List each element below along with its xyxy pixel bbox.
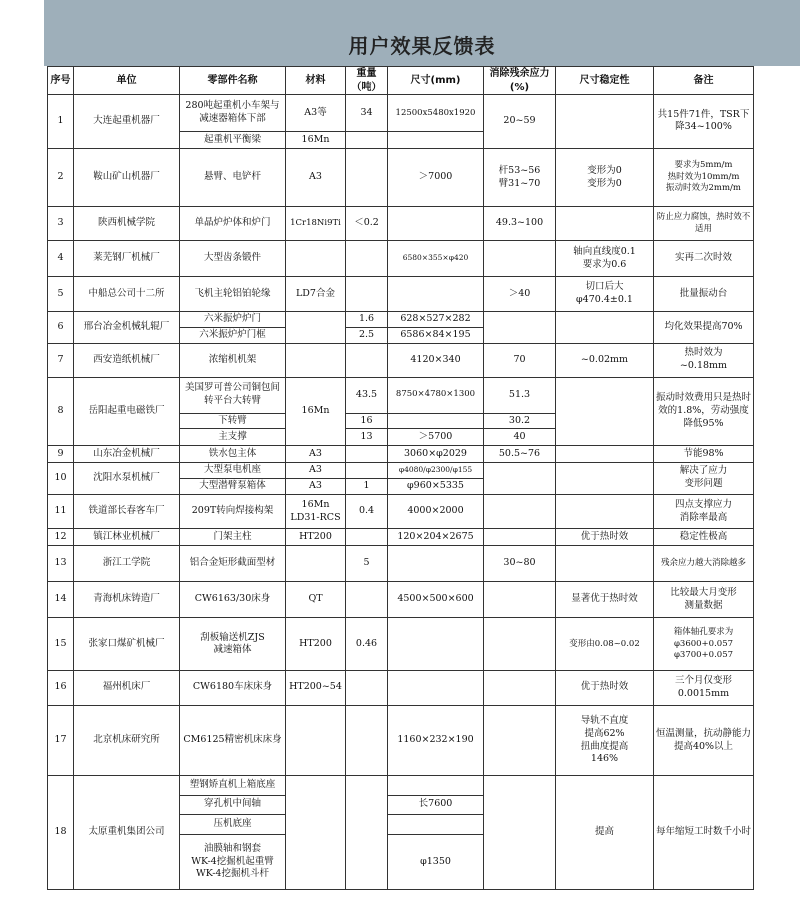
cell-material: A3 (286, 478, 346, 494)
table-row (48, 277, 754, 311)
cell-unit: 陕西机械学院 (74, 207, 180, 240)
cell-stability (556, 494, 654, 528)
cell-part: CM6125精密机床床身 (180, 705, 286, 776)
cell-note: 实再二次时效 (654, 240, 754, 276)
cell-relief: 51.3 (484, 377, 556, 413)
table-row (48, 462, 754, 478)
cell-stability: 变形由0.08~0.02 (556, 618, 654, 671)
cell-note: 节能98% (654, 446, 754, 462)
cell-unit: 邢台冶金机械轧辊厂 (74, 311, 180, 343)
cell-note: 比较最大月变形 测量数据 (654, 582, 754, 618)
cell-size: 120×204×2675 (388, 529, 484, 545)
cell-relief: 49.3~100 (484, 207, 556, 240)
cell-part: 280吨起重机小车架与减速器箱体下部 (180, 95, 286, 132)
cell-part: 压机底座 (180, 814, 286, 834)
cell-no: 3 (48, 207, 74, 240)
table-row (48, 311, 754, 327)
cell-weight: 2.5 (346, 327, 388, 343)
cell-note: 四点支撑应力 消除率最高 (654, 494, 754, 528)
cell-weight (346, 671, 388, 705)
cell-note: 防止应力腐蚀，热时效不适用 (654, 207, 754, 240)
cell-unit: 青海机床铸造厂 (74, 582, 180, 618)
cell-weight: 5 (346, 545, 388, 581)
feedback-table (47, 66, 754, 890)
cell-part: 大型潜臂泵箱体 (180, 478, 286, 494)
cell-note: 要求为5mm/m 热时效为10mm/m 振动时效为2mm/m (654, 148, 754, 207)
cell-weight (346, 240, 388, 276)
cell-note: 共15件71件，TSR下降34~100% (654, 95, 754, 149)
cell-note: 均化效果提高70% (654, 311, 754, 343)
cell-weight: ＜0.2 (346, 207, 388, 240)
cell-stability: 变形为0 变形为0 (556, 148, 654, 207)
cell-no: 13 (48, 545, 74, 581)
cell-relief (484, 705, 556, 776)
cell-relief: 40 (484, 429, 556, 446)
cell-relief: 20~59 (484, 95, 556, 149)
header-size: 尺寸(mm) (388, 67, 484, 95)
cell-size: 12500x5480x1920 (388, 95, 484, 132)
cell-no: 8 (48, 377, 74, 446)
cell-note: 批量振动台 (654, 277, 754, 311)
cell-note: 三个月仅变形 0.0015mm (654, 671, 754, 705)
cell-size: φ1350 (388, 835, 484, 890)
cell-weight (346, 529, 388, 545)
cell-note: 热时效为 ~0.18mm (654, 344, 754, 377)
table-row (48, 95, 754, 132)
header-part: 零部件名称 (180, 67, 286, 95)
cell-part: 单晶炉炉体和炉门 (180, 207, 286, 240)
cell-weight: 13 (346, 429, 388, 446)
page-title: 用户效果反馈表 (348, 34, 496, 58)
cell-no: 16 (48, 671, 74, 705)
table-row (48, 446, 754, 462)
cell-size: 长7600 (388, 795, 484, 814)
cell-size: ＞5700 (388, 429, 484, 446)
cell-part: 六米振炉炉门框 (180, 327, 286, 343)
cell-part: 209T转向焊接构架 (180, 494, 286, 528)
cell-part: 铁水包主体 (180, 446, 286, 462)
cell-part: 塑钢矫直机上箱底座 (180, 776, 286, 795)
table-header-row (48, 67, 754, 95)
cell-stability: 优于热时效 (556, 529, 654, 545)
cell-size (388, 814, 484, 834)
cell-size: 8750×4780×1300 (388, 377, 484, 413)
cell-size (388, 545, 484, 581)
cell-note: 残余应力越大消除越多 (654, 545, 754, 581)
cell-size (388, 776, 484, 795)
cell-part: 起重机平衡梁 (180, 132, 286, 148)
table-row (48, 529, 754, 545)
table-row (48, 705, 754, 776)
cell-size: 6580×355×φ420 (388, 240, 484, 276)
cell-part: 飞机主轮铝铂轮缘 (180, 277, 286, 311)
cell-weight (346, 462, 388, 478)
header-stability: 尺寸稳定性 (556, 67, 654, 95)
cell-note: 每年缩短工时数千小时 (654, 776, 754, 890)
cell-stability: 优于热时效 (556, 671, 654, 705)
cell-relief (484, 618, 556, 671)
cell-relief: 70 (484, 344, 556, 377)
title-banner (44, 0, 800, 66)
cell-no: 18 (48, 776, 74, 890)
header-no: 序号 (48, 67, 74, 95)
cell-material (286, 344, 346, 377)
cell-material: A3 (286, 148, 346, 207)
cell-material (286, 311, 346, 343)
cell-stability: 切口后大 φ470.4±0.1 (556, 277, 654, 311)
cell-material: 16Mn (286, 132, 346, 148)
cell-weight: 1 (346, 478, 388, 494)
cell-part: 穿孔机中间轴 (180, 795, 286, 814)
cell-stability: ~0.02mm (556, 344, 654, 377)
cell-unit: 莱芜钢厂机械厂 (74, 240, 180, 276)
cell-size: ＞7000 (388, 148, 484, 207)
cell-weight: 34 (346, 95, 388, 132)
cell-no: 5 (48, 277, 74, 311)
cell-weight: 0.4 (346, 494, 388, 528)
cell-material: HT200 (286, 618, 346, 671)
table-row (48, 207, 754, 240)
cell-material: 1Cr18Ni9Ti (286, 207, 346, 240)
cell-note: 恒温测量，抗动静能力提高40%以上 (654, 705, 754, 776)
cell-material (286, 545, 346, 581)
cell-weight: 43.5 (346, 377, 388, 413)
cell-weight: 1.6 (346, 311, 388, 327)
cell-part: CW6163/30床身 (180, 582, 286, 618)
cell-no: 17 (48, 705, 74, 776)
table-row (48, 776, 754, 795)
cell-relief: 30.2 (484, 413, 556, 428)
cell-unit: 山东冶金机械厂 (74, 446, 180, 462)
cell-material (286, 776, 346, 890)
table-row (48, 344, 754, 377)
cell-weight (346, 344, 388, 377)
cell-part: 油膜轴和钢套 WK-4挖掘机起重臂 WK-4挖掘机斗杆 (180, 835, 286, 890)
cell-note: 稳定性极高 (654, 529, 754, 545)
cell-no: 1 (48, 95, 74, 149)
cell-unit: 张家口煤矿机械厂 (74, 618, 180, 671)
cell-size (388, 671, 484, 705)
cell-stability (556, 311, 654, 343)
cell-stability (556, 545, 654, 581)
cell-relief: 50.5~76 (484, 446, 556, 462)
header-relief: 消除残余应力(%) (484, 67, 556, 95)
cell-stability (556, 377, 654, 446)
table-row (48, 148, 754, 207)
cell-stability (556, 446, 654, 462)
cell-no: 9 (48, 446, 74, 462)
cell-no: 6 (48, 311, 74, 343)
cell-note: 振动时效费用只是热时效的1.8%，劳动强度降低95% (654, 377, 754, 446)
cell-no: 2 (48, 148, 74, 207)
cell-weight (346, 277, 388, 311)
cell-material (286, 705, 346, 776)
cell-unit: 太原重机集团公司 (74, 776, 180, 890)
cell-material: A3 (286, 446, 346, 462)
cell-size: φ4080/φ2300/φ155 (388, 462, 484, 478)
cell-unit: 西安造纸机械厂 (74, 344, 180, 377)
cell-weight (346, 446, 388, 462)
cell-size: 3060×φ2029 (388, 446, 484, 462)
cell-unit: 浙江工学院 (74, 545, 180, 581)
cell-weight (346, 132, 388, 148)
header-weight: 重量（吨） (346, 67, 388, 95)
cell-note: 解决了应力 变形问题 (654, 462, 754, 494)
cell-part: 下转臂 (180, 413, 286, 428)
cell-no: 10 (48, 462, 74, 494)
cell-part: 六米振炉炉门 (180, 311, 286, 327)
cell-part: 铝合金矩形截面型材 (180, 545, 286, 581)
cell-relief: 30~80 (484, 545, 556, 581)
cell-weight (346, 582, 388, 618)
cell-unit: 沈阳水泵机械厂 (74, 462, 180, 494)
cell-part: 刮板输送机ZJS 减速箱体 (180, 618, 286, 671)
table-row (48, 240, 754, 276)
cell-relief (484, 494, 556, 528)
table-row (48, 545, 754, 581)
cell-relief (484, 529, 556, 545)
cell-size: 628×527×282 (388, 311, 484, 327)
cell-size (388, 277, 484, 311)
cell-size: φ960×5335 (388, 478, 484, 494)
cell-material: A3等 (286, 95, 346, 132)
cell-material: HT200~54 (286, 671, 346, 705)
cell-relief (484, 240, 556, 276)
cell-material: HT200 (286, 529, 346, 545)
table-row (48, 494, 754, 528)
header-material: 材料 (286, 67, 346, 95)
cell-weight (346, 776, 388, 890)
cell-size: 4120×340 (388, 344, 484, 377)
cell-unit: 大连起重机器厂 (74, 95, 180, 149)
table-row (48, 377, 754, 413)
cell-size (388, 132, 484, 148)
cell-relief: ＞40 (484, 277, 556, 311)
cell-part: 美国罗可普公司铜包间转平台大转臂 (180, 377, 286, 413)
header-note: 备注 (654, 67, 754, 95)
cell-no: 7 (48, 344, 74, 377)
cell-part: 浓缩机机架 (180, 344, 286, 377)
cell-size (388, 207, 484, 240)
cell-stability: 显著优于热时效 (556, 582, 654, 618)
cell-no: 12 (48, 529, 74, 545)
cell-size (388, 618, 484, 671)
cell-unit: 铁道部长春客车厂 (74, 494, 180, 528)
table-row (48, 582, 754, 618)
cell-weight: 0.46 (346, 618, 388, 671)
cell-note: 箱体轴孔要求为 φ3600+0.057 φ3700+0.057 (654, 618, 754, 671)
cell-size: 4000×2000 (388, 494, 484, 528)
cell-material: A3 (286, 462, 346, 478)
cell-material: LD7合金 (286, 277, 346, 311)
cell-relief (484, 311, 556, 343)
cell-part: 门架主柱 (180, 529, 286, 545)
cell-stability: 提高 (556, 776, 654, 890)
cell-size: 1160×232×190 (388, 705, 484, 776)
cell-unit: 镇江林业机械厂 (74, 529, 180, 545)
cell-unit: 岳阳起重电磁铁厂 (74, 377, 180, 446)
table-row (48, 618, 754, 671)
cell-relief: 杆53~56 臂31~70 (484, 148, 556, 207)
table-row (48, 671, 754, 705)
cell-relief (484, 462, 556, 494)
cell-material: 16Mn LD31-RCS (286, 494, 346, 528)
cell-weight (346, 148, 388, 207)
cell-no: 4 (48, 240, 74, 276)
cell-no: 15 (48, 618, 74, 671)
cell-no: 14 (48, 582, 74, 618)
cell-unit: 北京机床研究所 (74, 705, 180, 776)
cell-stability (556, 462, 654, 494)
cell-weight (346, 705, 388, 776)
cell-size: 4500×500×600 (388, 582, 484, 618)
cell-stability (556, 207, 654, 240)
cell-part: 悬臂、电铲杆 (180, 148, 286, 207)
cell-part: 大型齿条锻件 (180, 240, 286, 276)
cell-material: 16Mn (286, 377, 346, 446)
cell-stability: 导轨不直度 提高62% 扭曲度提高 146% (556, 705, 654, 776)
cell-part: 大型泵电机座 (180, 462, 286, 478)
cell-stability: 轴向直线度0.1 要求为0.6 (556, 240, 654, 276)
cell-material (286, 240, 346, 276)
cell-unit: 鞍山矿山机器厂 (74, 148, 180, 207)
cell-unit: 中船总公司十二所 (74, 277, 180, 311)
cell-no: 11 (48, 494, 74, 528)
cell-relief (484, 776, 556, 890)
cell-unit: 福州机床厂 (74, 671, 180, 705)
cell-weight: 16 (346, 413, 388, 428)
cell-relief (484, 582, 556, 618)
cell-part: CW6180车床床身 (180, 671, 286, 705)
cell-material: QT (286, 582, 346, 618)
cell-size: 6586×84×195 (388, 327, 484, 343)
cell-size (388, 413, 484, 428)
cell-relief (484, 671, 556, 705)
cell-part: 主支撑 (180, 429, 286, 446)
cell-stability (556, 95, 654, 149)
header-unit: 单位 (74, 67, 180, 95)
